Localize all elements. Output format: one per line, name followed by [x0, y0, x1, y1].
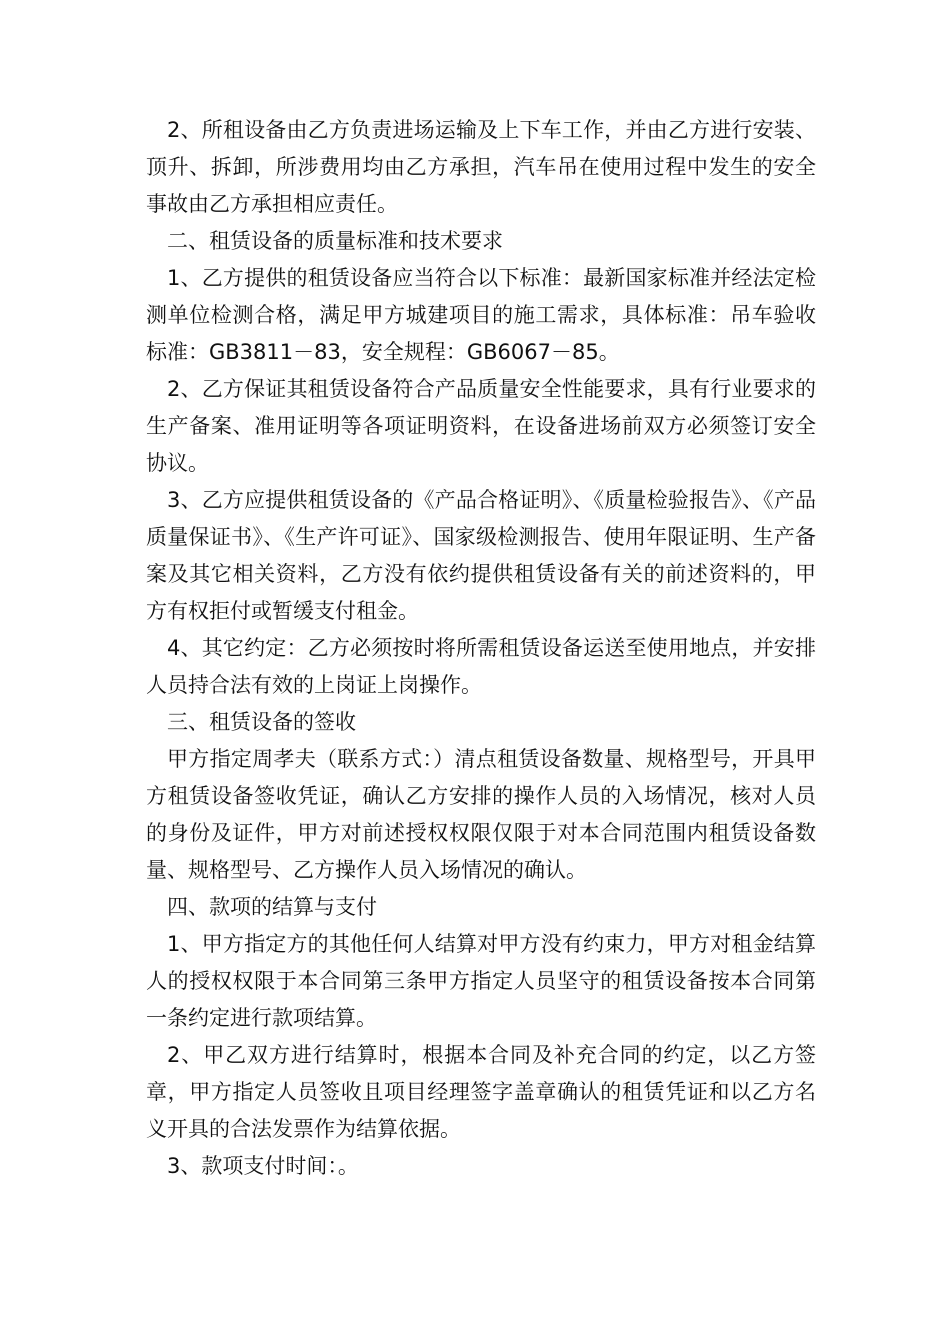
- paragraph-settlement-3: 3、款项支付时间：。: [167, 1154, 359, 1178]
- document-body: [146, 112, 816, 1185]
- section-heading-quality-standards: 二、租赁设备的质量标准和技术要求: [167, 229, 503, 253]
- paragraph-quality-standard-3: 3、乙方应提供租赁设备的《产品合格证明》、《质量检验报告》、《产品质量保证书》、《生产许可证》、国家级检测报告、使用年限证明、生产备案及其它相关资料，乙方没有依约提供租赁设备有关的前述资料的，甲方有权拒付或暂缓支付租金。: [146, 488, 816, 623]
- paragraph-quality-standard-1: 1、乙方提供的租赁设备应当符合以下标准：最新国家标准并经法定检测单位检测合格，满足甲方城建项目的施工需求，具体标准：吊车验收标准：GB3811－83，安全规程：GB6067－85。: [146, 266, 816, 364]
- paragraph-settlement-2: 2、甲乙双方进行结算时，根据本合同及补充合同的约定，以乙方签章，甲方指定人员签收且项目经理签字盖章确认的租赁凭证和以乙方名义开具的合法发票作为结算依据。: [146, 1043, 816, 1141]
- section-heading-equipment-receipt: 三、租赁设备的签收: [167, 710, 356, 734]
- paragraph-quality-standard-2: 2、乙方保证其租赁设备符合产品质量安全性能要求，具有行业要求的生产备案、准用证明等各项证明资料，在设备进场前双方必须签订安全协议。: [146, 377, 816, 475]
- section-heading-settlement-payment: 四、款项的结算与支付: [167, 895, 377, 919]
- paragraph-quality-standard-4: 4、其它约定：乙方必须按时将所需租赁设备运送至使用地点，并安排人员持合法有效的上岗证上岗操作。: [146, 636, 816, 697]
- paragraph-equipment-transport: 2、所租设备由乙方负责进场运输及上下车工作，并由乙方进行安装、顶升、拆卸，所涉费用均由乙方承担，汽车吊在使用过程中发生的安全事故由乙方承担相应责任。: [146, 118, 816, 216]
- paragraph-equipment-receipt: 甲方指定周孝夫（联系方式：）清点租赁设备数量、规格型号，开具甲方租赁设备签收凭证，确认乙方安排的操作人员的入场情况，核对人员的身份及证件，甲方对前述授权权限仅限于对本合同范围内租赁设备数量、规格型号、乙方操作人员入场情况的确认。: [146, 747, 816, 882]
- paragraph-settlement-1: 1、甲方指定方的其他任何人结算对甲方没有约束力，甲方对租金结算人的授权权限于本合同第三条甲方指定人员坚守的租赁设备按本合同第一条约定进行款项结算。: [146, 932, 816, 1030]
